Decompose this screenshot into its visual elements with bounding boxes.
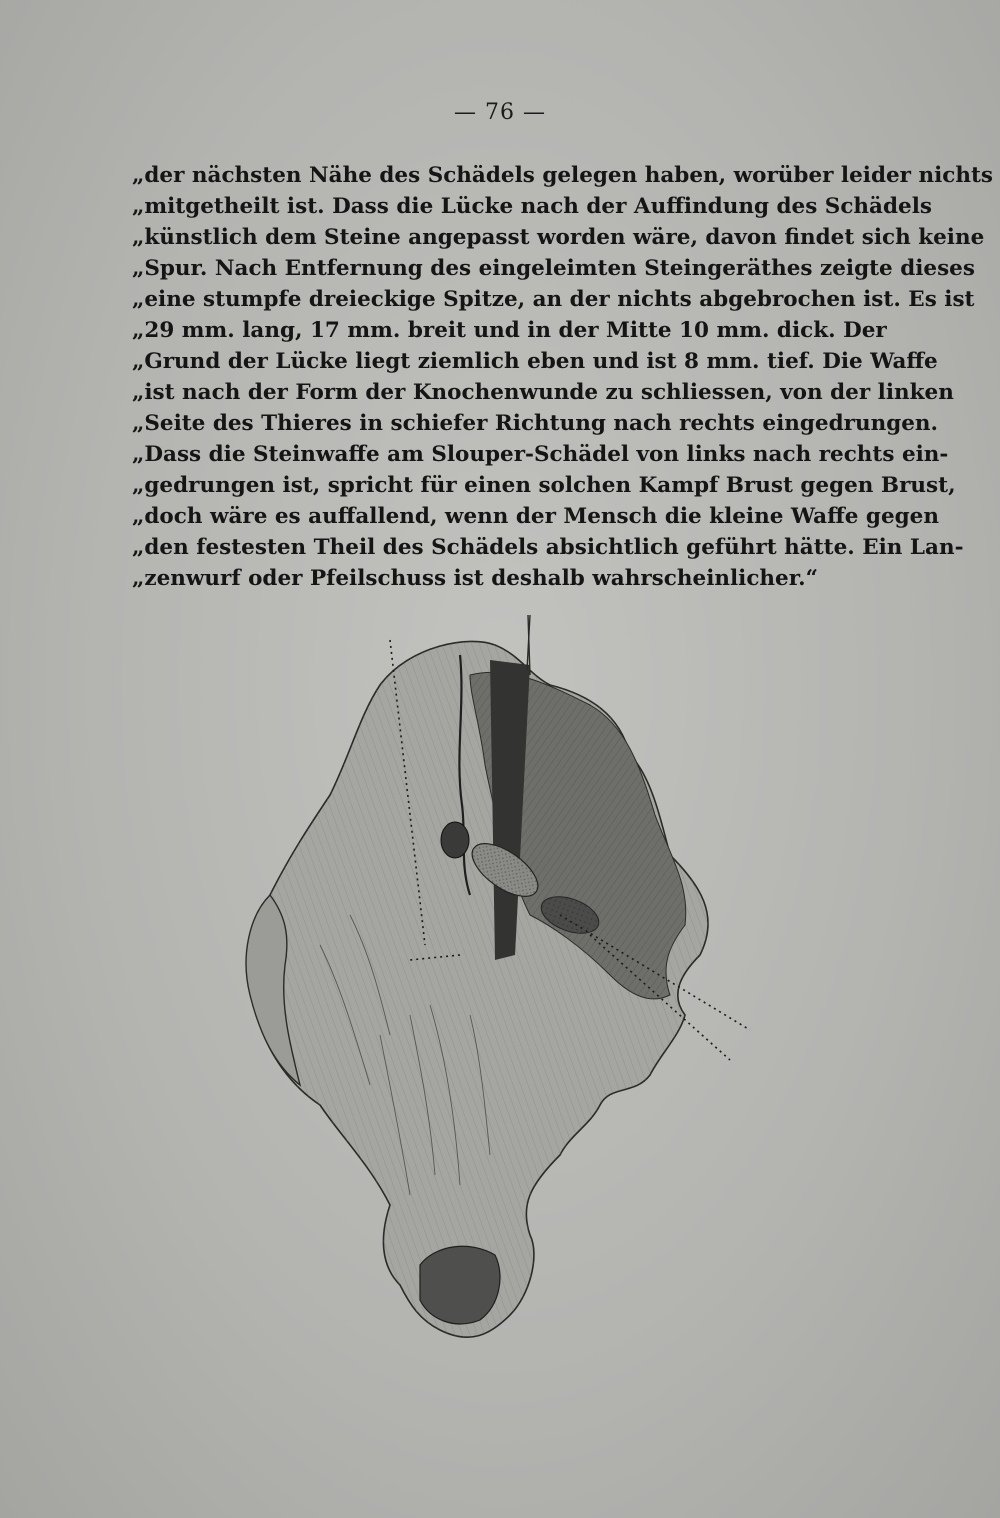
text-line: „eine stumpfe dreieckige Spitze, an der nichts abgebrochen ist. Es ist xyxy=(132,287,975,312)
text-line: „ist nach der Form der Knochenwunde zu schliessen, von der linken xyxy=(132,380,954,405)
bone-broken-end xyxy=(420,1246,500,1324)
text-line: „zenwurf oder Pfeilschuss ist deshalb wahrscheinlicher.“ xyxy=(132,566,818,591)
text-line: „Spur. Nach Entfernung des eingeleimten Steingeräthes zeigte dieses xyxy=(132,256,975,281)
skull-fragment-illustration xyxy=(230,615,770,1390)
page-number: — 76 — xyxy=(454,100,546,125)
text-line: „gedrungen ist, spricht für einen solchen Kampf Brust gegen Brust, xyxy=(132,473,956,498)
text-line: „der nächsten Nähe des Schädels gelegen haben, worüber leider nichts xyxy=(132,163,994,188)
text-line: „mitgetheilt ist. Dass die Lücke nach der Auffindung des Schädels xyxy=(132,194,932,219)
text-line: „doch wäre es auffallend, wenn der Mensch die kleine Waffe gegen xyxy=(132,504,939,529)
text-line: „Seite des Thieres in schiefer Richtung nach rechts eingedrungen. xyxy=(132,411,939,436)
text-line: „Dass die Steinwaffe am Slouper-Schädel von links nach rechts ein- xyxy=(132,442,949,467)
text-line: „den festesten Theil des Schädels absichtlich geführt hätte. Ein Lan- xyxy=(132,535,964,560)
text-line: „künstlich dem Steine angepasst worden wäre, davon findet sich keine xyxy=(132,225,985,250)
text-line: „29 mm. lang, 17 mm. breit und in der Mitte 10 mm. dick. Der xyxy=(132,318,887,343)
text-line: „Grund der Lücke liegt ziemlich eben und ist 8 mm. tief. Die Waffe xyxy=(132,349,938,374)
body-text xyxy=(132,160,994,594)
